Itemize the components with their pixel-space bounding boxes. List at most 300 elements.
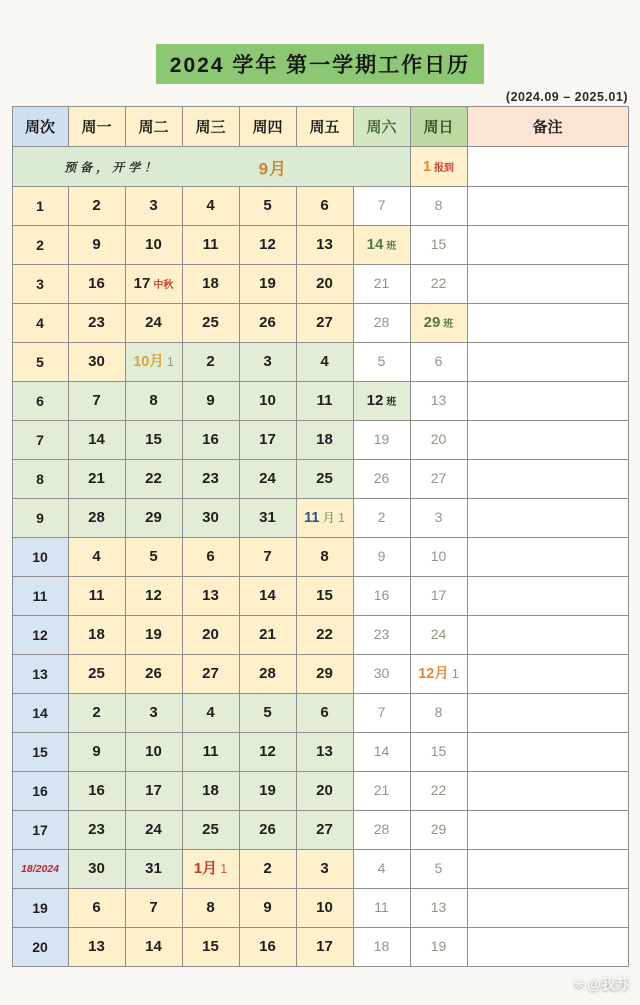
cell-text: 16 [88,782,105,799]
day-cell [182,382,239,421]
cell-text: 3 [149,704,158,721]
day-cell [68,772,125,811]
column-header-1: 周次 [12,107,68,147]
watermark [573,974,629,994]
day-cell [353,499,410,538]
date-range: (2024.09 – 2025.01) [505,90,628,104]
week-row-14 [12,694,628,733]
cell-text: 23 [373,626,390,642]
cell-text: 2 [92,704,101,721]
day-cell [410,343,467,382]
cell-text: 28 [259,665,276,682]
cell-text: 14 [373,743,390,759]
cell-text: 29 [316,665,333,682]
day-cell [296,343,353,382]
week-number: 2 [12,226,68,265]
cell-text: 1 [166,355,174,369]
cell-text: 18 [373,938,390,954]
cell-text: 13 [316,743,333,760]
cell-text: 4 [320,353,329,370]
day-cell [296,265,353,304]
note-cell [467,850,628,889]
column-header-8: 周日 [410,107,467,147]
cell-text: 1月 [193,860,218,877]
week-row-4 [12,304,628,343]
cell-text: 3 [434,509,443,525]
cell-text: 28 [88,509,105,526]
day-cell [239,499,296,538]
day-cell [125,265,182,304]
note-cell [467,226,628,265]
cell-text: 8 [206,899,215,916]
cell-text: 14 [88,431,105,448]
cell-text: 30 [88,860,105,877]
day-cell [353,226,410,265]
cell-text: 24 [145,314,162,331]
week-row-6 [12,382,628,421]
cell-text: 20 [316,782,333,799]
cell-text: 9 [263,899,272,916]
week-number: 16 [12,772,68,811]
cell-text: 5 [263,704,272,721]
cell-text: 9 [92,236,101,253]
day-cell [410,187,467,226]
day-cell-registration [410,147,467,187]
day-cell [353,421,410,460]
day-cell [296,772,353,811]
day-cell [125,616,182,655]
day-cell [68,421,125,460]
day-cell [68,694,125,733]
cell-text: 23 [88,821,105,838]
cell-text: 17 [316,938,333,955]
cell-text: 12月 [418,666,449,682]
day-cell [68,538,125,577]
day-cell [296,304,353,343]
week-row-12 [12,616,628,655]
day-cell [410,382,467,421]
day-cell [125,343,182,382]
day-cell [239,343,296,382]
cell-text: 15 [202,938,219,955]
column-header-9: 备注 [467,107,628,147]
cell-text: 17 [430,587,447,603]
day-cell [296,850,353,889]
day-cell [182,889,239,928]
cell-text: 11 [202,236,219,253]
day-cell [353,733,410,772]
cell-text: 22 [430,275,447,291]
cell-text: 20 [202,626,219,643]
week-number: 7 [12,421,68,460]
note-cell [467,382,628,421]
cell-text: 8 [320,548,329,565]
watermark-logo-icon: ❋ [573,976,585,991]
cell-text: 31 [259,509,276,526]
day-cell [125,655,182,694]
day-cell [296,577,353,616]
cell-text: 11 [202,743,219,760]
day-cell [182,694,239,733]
day-cell [353,889,410,928]
cell-text: 22 [316,626,333,643]
note-cell [467,655,628,694]
cell-text: 月 [322,511,335,525]
day-cell [296,811,353,850]
day-cell [182,265,239,304]
title-row [0,44,640,84]
cell-text: 3 [320,860,329,877]
week-row-1 [12,187,628,226]
cell-text: 12 [259,236,276,253]
cell-text: 10 [259,392,276,409]
cell-text: 25 [202,314,219,331]
cell-text: 4 [206,197,215,214]
day-cell [410,694,467,733]
note-cell [467,304,628,343]
day-cell [68,343,125,382]
note-cell [467,889,628,928]
cell-text: 10 [145,236,162,253]
month-banner-september [12,147,410,187]
day-cell [239,772,296,811]
day-cell [239,616,296,655]
day-cell [68,304,125,343]
cell-text: 26 [373,470,390,486]
opening-note: 预备，开学！ [64,160,161,174]
day-cell [353,265,410,304]
week-row-2 [12,226,628,265]
day-cell [353,694,410,733]
day-cell [239,187,296,226]
day-cell [353,850,410,889]
cell-text: 18 [88,626,105,643]
day-cell [296,226,353,265]
day-cell [410,772,467,811]
cell-text: 11 [316,392,333,409]
cell-text: 14 [259,587,276,604]
cell-text: 19 [259,782,276,799]
day-cell [125,382,182,421]
day-cell [68,850,125,889]
day-cell [353,304,410,343]
note-cell [467,187,628,226]
note-cell [467,538,628,577]
cell-text: 9 [206,392,215,409]
day-cell [353,460,410,499]
day-cell [410,577,467,616]
cell-text: 18 [202,782,219,799]
day-cell [296,694,353,733]
cell-text: 21 [88,470,105,487]
cell-text: 14 [145,938,162,955]
day-cell [410,733,467,772]
cell-text: 17 [259,431,276,448]
note-cell [467,343,628,382]
cell-text: 15 [316,587,333,604]
day-cell [125,811,182,850]
cell-text: 7 [92,392,101,409]
cell-text: 26 [145,665,162,682]
cell-text: 4 [92,548,101,565]
note-cell [467,616,628,655]
day-cell [353,616,410,655]
week-row-13 [12,655,628,694]
cell-text: 21 [373,275,390,291]
day-cell [353,343,410,382]
day-cell [125,733,182,772]
week-number: 17 [12,811,68,850]
cell-text: 1 [337,511,345,525]
day-cell [296,889,353,928]
day-cell [353,577,410,616]
day-cell [68,382,125,421]
cell-text: 25 [88,665,105,682]
week-number: 14 [12,694,68,733]
week-number: 15 [12,733,68,772]
week-row-7 [12,421,628,460]
day-cell [296,655,353,694]
cell-text: 12 [366,392,384,409]
cell-text: 4 [377,860,386,876]
note-cell [467,265,628,304]
note-cell [467,421,628,460]
cell-text: 28 [373,821,390,837]
day-cell [353,811,410,850]
cell-text: 2 [377,509,386,525]
note-cell [467,460,628,499]
cell-text: 18 [316,431,333,448]
day-cell [296,616,353,655]
cell-text: 6 [320,704,329,721]
cell-text: 10 [145,743,162,760]
cell-text: 15 [145,431,162,448]
day-cell [353,187,410,226]
week-row-10 [12,538,628,577]
day-cell [125,889,182,928]
cell-text: 6 [320,197,329,214]
cell-text: 24 [145,821,162,838]
day-cell [410,616,467,655]
day-cell [68,577,125,616]
day-cell [182,538,239,577]
week-row-5 [12,343,628,382]
cell-text: 21 [259,626,276,643]
cell-text: 9 [377,548,386,564]
day-cell [353,382,410,421]
week-row-8 [12,460,628,499]
column-header-6: 周五 [296,107,353,147]
month-label: 9月 [258,159,288,178]
week-number: 11 [12,577,68,616]
cell-text: 24 [430,626,447,642]
day-cell [239,733,296,772]
day-cell [68,499,125,538]
cell-text: 7 [377,197,386,213]
cell-text: 11 [304,510,320,526]
day-cell [125,694,182,733]
day-cell [296,499,353,538]
cell-text: 27 [316,314,333,331]
day-cell [239,811,296,850]
cell-text: 17 [145,782,162,799]
note-cell [467,694,628,733]
day-cell [125,538,182,577]
day-cell [68,265,125,304]
note-cell [467,772,628,811]
day-cell [410,850,467,889]
cell-text: 18 [202,275,219,292]
week-number: 18/2024 [12,850,68,889]
column-header-2: 周一 [68,107,125,147]
day-cell [296,460,353,499]
week-row-16 [12,772,628,811]
cell-text: 2 [92,197,101,214]
week-number: 19 [12,889,68,928]
cell-text: 29 [430,821,447,837]
day-cell [68,655,125,694]
cell-text: 15 [430,236,447,252]
week-row-9 [12,499,628,538]
cell-text: 30 [373,665,390,681]
cell-text: 31 [145,860,162,877]
week-number: 10 [12,538,68,577]
day-cell [353,655,410,694]
cell-text: 2 [263,860,272,877]
day-cell [296,538,353,577]
day-cell [239,382,296,421]
cell-text: 22 [430,782,447,798]
cell-text: 班 [386,397,397,408]
note-cell [467,811,628,850]
day-cell [182,304,239,343]
day-cell [182,811,239,850]
day-cell [125,187,182,226]
day-cell [296,187,353,226]
day-cell [296,382,353,421]
day-cell [239,460,296,499]
week-row-11 [12,577,628,616]
cell-text: 17 [133,275,151,292]
cell-text: 12 [259,743,276,760]
week-row-3 [12,265,628,304]
cell-text: 30 [202,509,219,526]
cell-text: 11 [88,587,105,604]
day-cell [125,226,182,265]
day-cell [182,772,239,811]
day-cell [239,577,296,616]
day-cell [182,655,239,694]
cell-text: 5 [434,860,443,876]
cell-text: 29 [145,509,162,526]
day-cell [68,811,125,850]
day-cell [410,460,467,499]
cell-text: 6 [92,899,101,916]
watermark-text: @我苏 [587,976,629,992]
cell-text: 12 [145,587,162,604]
cell-text: 27 [202,665,219,682]
cell-text: 7 [149,899,158,916]
cell-text: 5 [149,548,158,565]
day-cell [125,499,182,538]
cell-text: 10 [316,899,333,916]
day-cell [410,889,467,928]
cell-text: 29 [423,314,441,331]
day-cell [125,421,182,460]
day-cell [125,577,182,616]
cell-text: 班 [386,241,397,252]
page-title: 2024 学年 第一学期工作日历 [156,44,484,84]
cell-text: 15 [430,743,447,759]
day-cell [410,226,467,265]
day-cell [182,460,239,499]
cell-text: 7 [377,704,386,720]
week-row-17 [12,811,628,850]
column-header-3: 周二 [125,107,182,147]
cell-text: 6 [434,353,443,369]
cell-text: 19 [259,275,276,292]
cell-text: 5 [263,197,272,214]
cell-text: 1 [220,862,228,876]
day-cell [182,733,239,772]
day-cell [296,421,353,460]
cell-text: 19 [373,431,390,447]
cell-text: 16 [373,587,390,603]
cell-text: 7 [263,548,272,565]
note-cell [467,147,628,187]
week-row-18 [12,850,628,889]
cell-text: 21 [373,782,390,798]
day-cell [239,421,296,460]
day-cell [410,265,467,304]
cell-text: 8 [149,392,158,409]
cell-text: 3 [149,197,158,214]
cell-text: 1 [451,667,459,681]
column-header-7: 周六 [353,107,410,147]
cell-text: 13 [430,392,447,408]
day-cell [68,187,125,226]
cell-text: 20 [430,431,447,447]
cell-text: 24 [259,470,276,487]
week-number: 13 [12,655,68,694]
day-cell [68,226,125,265]
cell-text: 25 [202,821,219,838]
day-cell [410,421,467,460]
month-banner-row [12,147,628,187]
day-cell [239,265,296,304]
cell-text: 2 [206,353,215,370]
week-number: 4 [12,304,68,343]
cell-text: 30 [88,353,105,370]
cell-text: 26 [259,314,276,331]
day-cell [182,577,239,616]
week-number: 6 [12,382,68,421]
cell-text: 11 [374,899,389,915]
cell-text: 3 [263,353,272,370]
day-cell [410,304,467,343]
week-number: 20 [12,928,68,967]
cell-text: 20 [316,275,333,292]
cell-text: 5 [377,353,386,369]
cell-text: 报到 [434,162,455,174]
cell-text: 16 [259,938,276,955]
cell-text: 25 [316,470,333,487]
cell-text: 16 [202,431,219,448]
cell-text: 19 [145,626,162,643]
day-cell [296,733,353,772]
cell-text: 22 [145,470,162,487]
column-header-5: 周四 [239,107,296,147]
